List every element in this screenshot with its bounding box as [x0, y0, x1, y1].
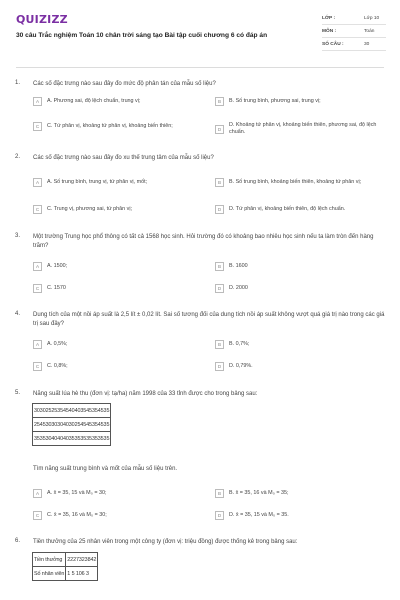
option-text: B. Số trung bình, khoảng biến thiên, khoảng tứ phân vị;	[229, 179, 362, 185]
option-a[interactable]	[33, 97, 203, 106]
yield-data-table	[32, 403, 111, 446]
table-row	[33, 567, 98, 581]
meta-value: Lớp 10	[364, 15, 380, 21]
table-row	[33, 432, 111, 446]
table-cell: 25453030304030254545354535	[33, 418, 111, 432]
option-text: A. x̄ = 35, 15 và M₀ = 30;	[47, 490, 107, 496]
option-letter-box: C	[33, 511, 42, 520]
option-letter-box: C	[33, 362, 42, 371]
option-text: C. Trung vị, phương sai, tứ phân vị;	[47, 206, 133, 212]
option-b[interactable]	[215, 178, 385, 187]
option-letter-box: A	[33, 340, 42, 349]
option-letter-box: C	[33, 205, 42, 214]
meta-value: Toán	[364, 28, 375, 34]
question-text: Dung tích của một nồi áp suất là 2,5 lít ± 0,02 lít. Sai số tương đối của dung tích nồi áp suất không vượt quá giá trị nào trong các giá trị sau đây?	[33, 312, 385, 327]
option-letter-box: D	[215, 205, 224, 214]
option-a[interactable]	[33, 489, 203, 498]
option-letter-box: A	[33, 262, 42, 271]
question-text: Một trường Trung học phổ thông có tất cả 1568 học sinh. Hỏi trường đó có khoảng bao nhiêu học sinh nếu ta làm tròn đến hàng trăm?	[33, 234, 374, 249]
option-text: B. 1600	[229, 263, 248, 269]
option-text: D. 2000	[229, 285, 248, 291]
option-b[interactable]	[215, 340, 385, 349]
table-row	[33, 404, 111, 418]
option-a[interactable]	[33, 262, 203, 271]
option-text: D. x̄ = 35, 15 và M₀ = 35.	[229, 512, 289, 518]
question-text: Năng suất lúa hè thu (đơn vị: tạ/ha) năm 1998 của 33 tỉnh được cho trong bảng sau:	[33, 391, 258, 397]
question-number: 2.	[15, 154, 21, 160]
table-cell: 2227323842	[66, 553, 98, 567]
option-d[interactable]	[215, 205, 385, 214]
option-letter-box: B	[215, 489, 224, 498]
table-cell: 30302525354540403545354535	[33, 404, 111, 418]
option-letter-box: D	[215, 511, 224, 520]
option-d[interactable]	[215, 511, 385, 520]
option-letter-box: A	[33, 178, 42, 187]
option-text: D. Tứ phân vị, khoảng biến thiên, độ lệch chuẩn.	[229, 206, 346, 212]
option-text: B. Số trung bình, phương sai, trung vị;	[229, 98, 321, 104]
table-row	[33, 553, 98, 567]
option-c[interactable]	[33, 205, 203, 214]
table-cell: Số nhân viên	[33, 567, 66, 581]
option-letter-box: B	[215, 262, 224, 271]
option-text: C. 1570	[47, 285, 66, 291]
option-letter-box: A	[33, 489, 42, 498]
question-number: 5.	[15, 390, 21, 396]
quizizz-logo: QUIZIZZ	[16, 13, 68, 26]
option-b[interactable]	[215, 262, 385, 271]
option-c[interactable]	[33, 122, 203, 131]
meta-key: SỐ CÂU :	[322, 41, 344, 47]
option-letter-box: D	[215, 125, 224, 134]
option-d[interactable]	[215, 122, 385, 136]
option-letter-box: C	[33, 284, 42, 293]
option-text: A. Phương sai, độ lệch chuẩn, trung vị;	[47, 98, 141, 104]
option-text: A. 0,5%;	[47, 341, 68, 347]
document-title: 30 câu Trắc nghiệm Toán 10 chân trời sáng tạo Bài tập cuối chương 6 có đáp án	[16, 32, 268, 39]
table-row	[33, 418, 111, 432]
option-text: B. 0,7%;	[229, 341, 250, 347]
option-letter-box: B	[215, 97, 224, 106]
bonus-data-table	[32, 552, 98, 581]
option-text: C. 0,8%;	[47, 363, 68, 369]
option-letter-box: C	[33, 122, 42, 131]
question-number: 6.	[15, 538, 21, 544]
question-number: 3.	[15, 233, 21, 239]
meta-key: LỚP :	[322, 15, 336, 21]
option-c[interactable]	[33, 362, 203, 371]
meta-key: MÔN :	[322, 28, 337, 34]
option-text: C. Tứ phân vị, khoảng tứ phân vị, khoảng biến thiên;	[47, 123, 173, 129]
option-text: C. x̄ = 35, 16 và M₀ = 30;	[47, 512, 107, 518]
option-b[interactable]	[215, 97, 385, 106]
option-a[interactable]	[33, 178, 203, 187]
option-d[interactable]	[215, 362, 385, 371]
option-letter-box: D	[215, 362, 224, 371]
option-c[interactable]	[33, 511, 203, 520]
table-cell: 1 5 106 3	[66, 567, 98, 581]
option-text: A. Số trung bình, trung vị, tứ phân vị, mốt;	[47, 179, 148, 185]
option-d[interactable]	[215, 284, 385, 293]
question-text: Tiền thưởng của 25 nhân viên trong một công ty (đơn vị: triệu đồng) được thống kê trong bảng sau:	[33, 539, 298, 545]
option-letter-box: B	[215, 178, 224, 187]
option-text: A. 1500;	[47, 263, 68, 269]
option-b[interactable]	[215, 489, 385, 498]
question-number: 4.	[15, 311, 21, 317]
table-cell: 35353040404035353535353535	[33, 432, 111, 446]
option-letter-box: A	[33, 97, 42, 106]
question-text: Các số đặc trưng nào sau đây đo xu thế trung tâm của mẫu số liệu?	[33, 155, 214, 161]
option-a[interactable]	[33, 340, 203, 349]
question-number: 1.	[15, 80, 21, 86]
question-text: Các số đặc trưng nào sau đây đo mức độ phân tán của mẫu số liệu?	[33, 81, 216, 87]
option-letter-box: D	[215, 284, 224, 293]
option-text: D. Khoảng tứ phân vị, khoảng biến thiên, phương sai, độ lệch chuẩn.	[229, 122, 377, 135]
table-cell: Tiền thưởng	[33, 553, 66, 567]
option-c[interactable]	[33, 284, 203, 293]
question-subtext: Tìm năng suất trung bình và mốt của mẫu số liệu trên.	[33, 466, 178, 472]
option-letter-box: B	[215, 340, 224, 349]
option-text: B. x̄ = 35, 16 và M₀ = 35;	[229, 490, 289, 496]
meta-value: 30	[364, 41, 370, 47]
option-text: D. 0,79%.	[229, 363, 253, 369]
